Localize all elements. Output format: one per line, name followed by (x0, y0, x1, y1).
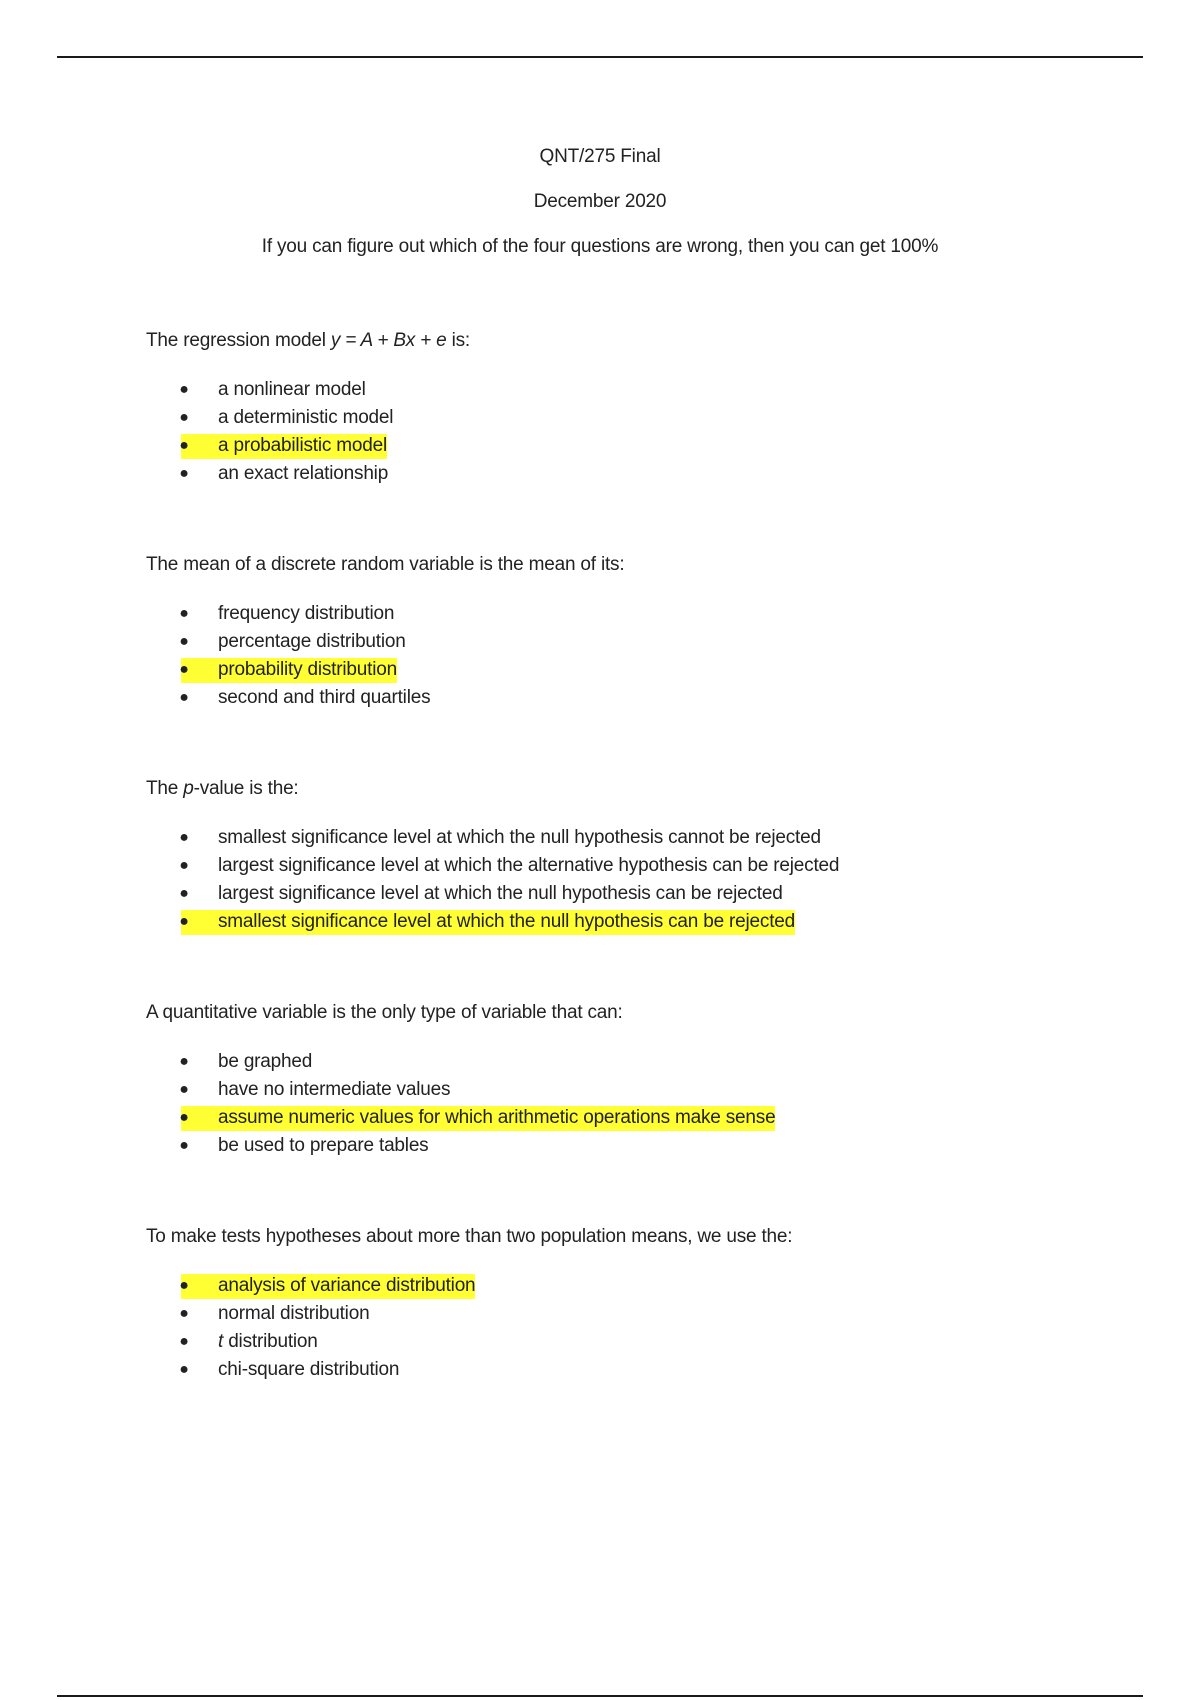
bullet-icon: ● (179, 857, 189, 874)
option-text (218, 1328, 318, 1356)
bullet-icon: ● (179, 437, 189, 454)
option-text: a nonlinear model (218, 379, 366, 400)
bullet-icon: ● (179, 661, 189, 678)
question-2 (146, 554, 1146, 712)
answer-option (146, 460, 1146, 488)
bullet-icon: ● (179, 913, 189, 930)
option-text: frequency distribution (218, 603, 395, 624)
answer-option (146, 628, 1146, 656)
answer-option (146, 880, 1146, 908)
bullet-icon: ● (179, 409, 189, 426)
question-stem: A quantitative variable is the only type of variable that can: (146, 1002, 623, 1023)
answer-option-highlighted (146, 1104, 1146, 1132)
bullet-icon: ● (179, 885, 189, 902)
bullet-icon: ● (179, 1361, 189, 1378)
option-text: a deterministic model (218, 407, 394, 428)
answer-option (146, 684, 1146, 712)
option-text: largest significance level at which the null hypothesis can be rejected (218, 883, 783, 904)
option-text: assume numeric values for which arithmetic operations make sense (218, 1107, 776, 1128)
stem-formula: y = A + Bx + e (330, 330, 447, 351)
option-text: percentage distribution (218, 631, 406, 652)
answer-option-highlighted (146, 908, 1146, 936)
answer-option-highlighted (146, 432, 1146, 460)
bullet-icon: ● (179, 1333, 189, 1350)
bullet-icon: ● (179, 829, 189, 846)
bullet-icon: ● (179, 381, 189, 398)
bottom-rule (57, 1695, 1143, 1697)
stem-text: The (146, 778, 184, 799)
answer-options (146, 1048, 1146, 1160)
document-title: QNT/275 Final (539, 146, 661, 167)
bullet-icon: ● (179, 1137, 189, 1154)
stem-text: The regression model (146, 330, 331, 351)
answer-options (146, 1272, 1146, 1384)
option-text: an exact relationship (218, 463, 389, 484)
answer-option (146, 1300, 1146, 1328)
option-text: analysis of variance distribution (218, 1275, 476, 1296)
stem-text: is: (446, 330, 470, 351)
question-4 (146, 1002, 1146, 1160)
answer-option-highlighted (146, 1272, 1146, 1300)
option-text-rest: distribution (228, 1331, 318, 1352)
bullet-icon: ● (179, 1081, 189, 1098)
answer-options (146, 376, 1146, 488)
option-text: have no intermediate values (218, 1079, 451, 1100)
answer-option (146, 852, 1146, 880)
answer-option (146, 404, 1146, 432)
bullet-icon: ● (179, 1305, 189, 1322)
option-text: largest significance level at which the alternative hypothesis can be rejected (218, 855, 840, 876)
answer-option (146, 600, 1146, 628)
option-text: normal distribution (218, 1303, 370, 1324)
answer-option (146, 1356, 1146, 1384)
question-stem (146, 778, 1146, 800)
question-stem (146, 330, 1146, 352)
option-text: smallest significance level at which the null hypothesis cannot be rejected (218, 827, 821, 848)
document-date: December 2020 (533, 191, 667, 212)
option-italic: t (218, 1331, 224, 1352)
answer-option (146, 376, 1146, 404)
option-text: be used to prepare tables (218, 1135, 429, 1156)
bullet-icon: ● (179, 465, 189, 482)
stem-text: -value is the: (193, 778, 299, 799)
bullet-icon: ● (179, 605, 189, 622)
bullet-icon: ● (179, 633, 189, 650)
answer-option-highlighted (146, 656, 1146, 684)
question-3 (146, 778, 1146, 936)
bullet-icon: ● (179, 1053, 189, 1070)
question-stem: To make tests hypotheses about more than two population means, we use the: (146, 1226, 793, 1247)
top-rule (57, 56, 1143, 58)
bullet-icon: ● (179, 689, 189, 706)
bullet-icon: ● (179, 1277, 189, 1294)
answer-options (146, 824, 1146, 936)
answer-option (146, 1328, 1146, 1356)
option-text: chi-square distribution (218, 1359, 400, 1380)
question-1 (146, 330, 1146, 488)
option-text: second and third quartiles (218, 687, 431, 708)
answer-option (146, 1076, 1146, 1104)
answer-option (146, 1048, 1146, 1076)
answer-options (146, 600, 1146, 712)
answer-option (146, 824, 1146, 852)
bullet-icon: ● (179, 1109, 189, 1126)
stem-italic: p (183, 778, 194, 799)
question-5 (146, 1226, 1146, 1384)
option-text: a probabilistic model (218, 435, 387, 456)
document-note: If you can figure out which of the four questions are wrong, then you can get 100% (261, 236, 939, 257)
option-text: smallest significance level at which the null hypothesis can be rejected (218, 911, 796, 932)
question-stem: The mean of a discrete random variable is the mean of its: (146, 554, 625, 575)
option-text: be graphed (218, 1051, 313, 1072)
option-text: probability distribution (218, 659, 397, 680)
document-header (0, 146, 1200, 258)
answer-option (146, 1132, 1146, 1160)
